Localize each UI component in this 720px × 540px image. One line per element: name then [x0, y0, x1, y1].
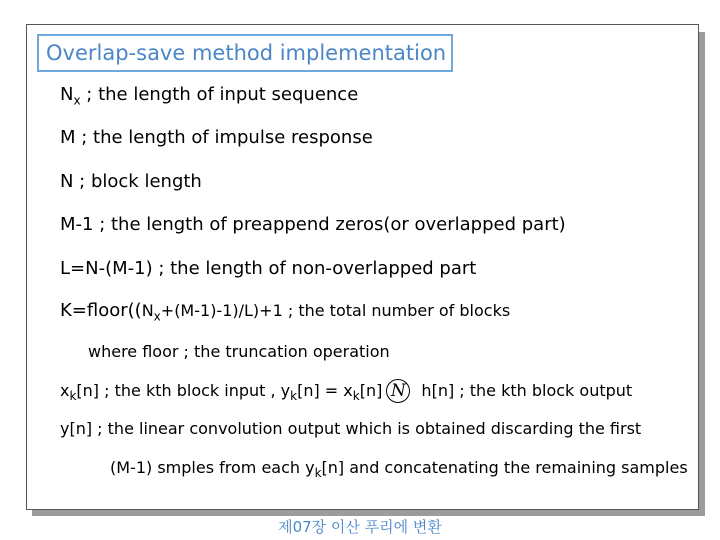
- nx-symbol: N: [60, 84, 74, 105]
- line-k: [60, 300, 510, 328]
- k-nx: N: [141, 301, 154, 320]
- line-m: M ; the length of impulse response: [60, 127, 373, 148]
- nx-subscript: x: [73, 93, 81, 108]
- samples-sub: k: [314, 466, 322, 481]
- xk-text-c: [n]: [359, 381, 383, 400]
- xk-text-b: [n] = x: [297, 381, 353, 400]
- line-nx: [60, 84, 358, 112]
- xk-sub-1: k: [69, 389, 77, 404]
- slide-title: Overlap-save method implementation: [37, 34, 453, 72]
- line-xk: [60, 379, 632, 407]
- k-formula-rest: +(M-1)-1)/L)+1 ;: [160, 301, 299, 320]
- samples-text-b: [n] and concatenating the remaining samples: [321, 458, 688, 477]
- footer-chapter: 제07장 이산 푸리에 변환: [278, 518, 442, 536]
- xk-text-a: [n] ; the kth block input , y: [76, 381, 291, 400]
- k-formula-start: K=floor((: [60, 300, 142, 321]
- xk-sub-3: k: [352, 389, 360, 404]
- line-where: where floor ; the truncation operation: [88, 342, 390, 361]
- k-nx-subscript: x: [153, 309, 161, 324]
- xk-sub-2: k: [290, 389, 298, 404]
- line-m-minus-1-samples: [110, 457, 688, 484]
- xk-text-d: h[n] ; the kth block output: [416, 381, 633, 400]
- nx-text: ; the length of input sequence: [80, 84, 359, 105]
- circular-convolution-icon: N: [386, 379, 410, 403]
- xk-x: x: [60, 381, 70, 400]
- line-l: L=N-(M-1) ; the length of non-overlapped part: [60, 258, 477, 279]
- line-n: N ; block length: [60, 171, 202, 192]
- samples-text-a: (M-1) smples from each y: [110, 458, 315, 477]
- line-y: y[n] ; the linear convolution output which is obtained discarding the first: [60, 419, 642, 438]
- line-m-minus-1: M-1 ; the length of preappend zeros(or overlapped part): [60, 214, 566, 235]
- k-description: the total number of blocks: [298, 301, 511, 320]
